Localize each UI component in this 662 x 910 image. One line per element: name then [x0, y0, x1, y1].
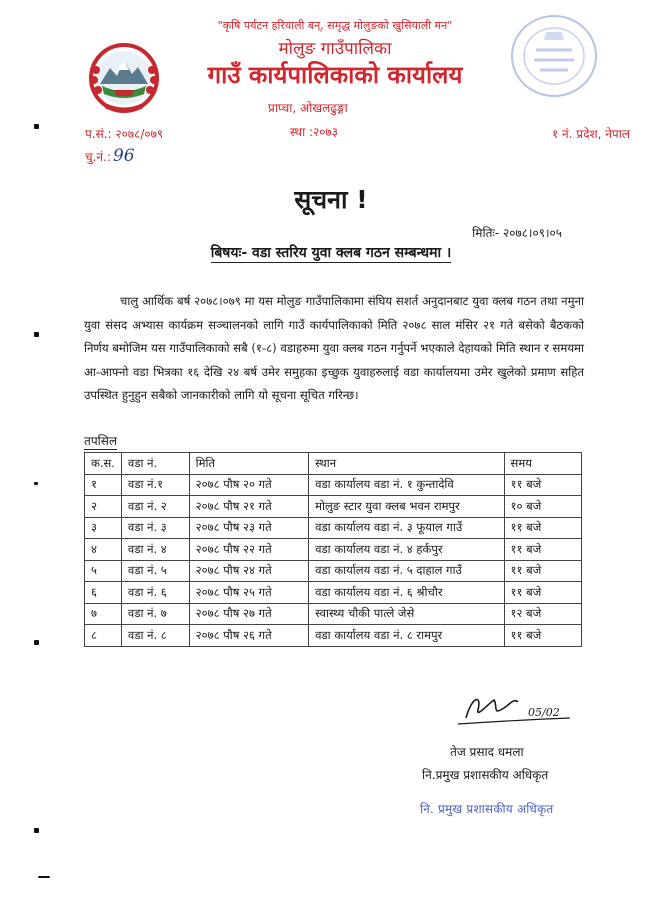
signatory-name: तेज प्रसाद धमला	[450, 745, 524, 759]
table-row	[85, 539, 582, 561]
header-serial: क.स.	[85, 453, 122, 475]
cell-time: ११ बजे	[504, 539, 581, 561]
cell-place: वडा कार्यालय वडा नं. ८ रामपुर	[309, 625, 504, 647]
chalani-label: चु.नं.:	[85, 150, 111, 164]
cell-time: ११ बजे	[504, 625, 581, 647]
letterhead-slogan: "कृषि पर्यटन हरियाली बन्, समृद्ध मोलुङको खुसियाली मन"	[217, 19, 453, 32]
reference-number: प.सं.: २०७८/०७९	[85, 127, 164, 141]
header-time: समय	[504, 453, 581, 475]
margin-mark	[38, 876, 50, 878]
cell-place: स्वास्थ्य चौकी पात्ले जेसे	[309, 603, 504, 625]
table-row	[85, 625, 582, 647]
cell-ward: वडा नं. ६	[121, 582, 189, 604]
chalani-handwritten-value: 96	[112, 146, 135, 166]
cell-place: वडा कार्यालय वडा नं. ४ हर्कपुर	[309, 539, 504, 561]
office-stamp-icon	[506, 10, 602, 102]
cell-serial: १	[85, 474, 122, 496]
handwritten-signature	[448, 686, 578, 730]
cell-date: २०७८ पौष २१ गते	[189, 496, 308, 518]
cell-serial: २	[85, 496, 122, 518]
header-date: मिति	[189, 453, 308, 475]
margin-mark	[34, 124, 39, 129]
schedule-table-body	[85, 474, 582, 646]
province-label: १ नं. प्रदेश, नेपाल	[551, 127, 630, 141]
cell-ward: वडा नं. ७	[121, 603, 189, 625]
cell-place: वडा कार्यालय वडा नं. ६ श्रीचौर	[309, 582, 504, 604]
header-place: स्थान	[309, 453, 504, 475]
chalani-number	[85, 146, 135, 166]
table-row	[85, 603, 582, 625]
notice-date: मितिः- २०७८।०९।०५	[472, 226, 562, 240]
office-name: गाउँ कार्यपालिकाको कार्यालय	[207, 61, 463, 89]
cell-place: वडा कार्यालय वडा नं. १ कुन्तादेवि	[309, 474, 504, 496]
notice-title: सूचना !	[294, 185, 368, 214]
subject-text: बिषयः- वडा स्तरिय युवा क्लब गठन सम्बन्धमा ।	[210, 245, 452, 261]
table-header-row	[85, 453, 582, 475]
cell-ward: वडा नं. ३	[121, 517, 189, 539]
margin-mark	[34, 482, 38, 485]
table-row	[85, 517, 582, 539]
cell-place: मोलुङ स्टार युवा क्लब भवन रामपुर	[309, 496, 504, 518]
table-row	[85, 582, 582, 604]
cell-serial: ३	[85, 517, 122, 539]
cell-date: २०७८ पौष २४ गते	[189, 560, 308, 582]
office-address: प्राप्चा, ओखलढुङ्गा	[268, 101, 348, 115]
table-row	[85, 474, 582, 496]
margin-mark	[34, 828, 39, 833]
notice-subject	[0, 243, 662, 262]
cell-serial: ७	[85, 603, 122, 625]
cell-ward: वडा नं. ८	[121, 625, 189, 647]
cell-date: २०७८ पौष २० गते	[189, 474, 308, 496]
cell-serial: ४	[85, 539, 122, 561]
cell-time: ११ बजे	[504, 560, 581, 582]
cell-time: ११ बजे	[504, 582, 581, 604]
cell-date: २०७८ पौष २५ गते	[189, 582, 308, 604]
signatory-title: नि.प्रमुख प्रशासकीय अधिकृत	[422, 768, 549, 782]
municipality-name: मोलुङ गाउँपालिका	[278, 39, 392, 59]
cell-time: १० बजे	[504, 496, 581, 518]
cell-ward: वडा नं. ४	[121, 539, 189, 561]
cell-serial: ८	[85, 625, 122, 647]
established-year: स्था :२०७३	[290, 125, 339, 139]
cell-date: २०७८ पौष २२ गते	[189, 539, 308, 561]
cell-place: वडा कार्यालय वडा नं. ५ दाहाल गाउँ	[309, 560, 504, 582]
cell-ward: वडा नं.१	[121, 474, 189, 496]
cell-date: २०७८ पौष २६ गते	[189, 625, 308, 647]
cell-time: ११ बजे	[504, 517, 581, 539]
margin-mark	[34, 332, 39, 337]
table-row	[85, 560, 582, 582]
cell-time: १२ बजे	[504, 603, 581, 625]
cell-date: २०७८ पौष २७ गते	[189, 603, 308, 625]
signature-date: 05/02	[528, 706, 560, 719]
cell-date: २०७८ पौष २३ गते	[189, 517, 308, 539]
margin-mark	[34, 640, 39, 645]
cell-serial: ५	[85, 560, 122, 582]
cell-ward: वडा नं. ५	[121, 560, 189, 582]
cell-ward: वडा नं. २	[121, 496, 189, 518]
table-row	[85, 496, 582, 518]
nepal-emblem-icon	[86, 40, 162, 116]
cell-time: ११ बजे	[504, 474, 581, 496]
schedule-table	[84, 452, 582, 647]
header-ward: वडा नं.	[121, 453, 189, 475]
signatory-stamp: नि. प्रमुख प्रशासकीय अधिकृत	[420, 802, 554, 816]
cell-serial: ६	[85, 582, 122, 604]
schedule-label: तपसिल	[84, 434, 118, 448]
cell-place: वडा कार्यालय वडा नं. ३ फूयाल गाउँ	[309, 517, 504, 539]
notice-body: चालु आर्थिक बर्ष २०७८।०७९ मा यस मोलुङ गाउँपालिकामा संघिय सशर्त अनुदानबाट युवा क्लब गठन तथा नमुना युवा संसद अभ्यास कार्यक्रम सञ्चालनको लागि गाउँ कार्यपालिकाको मिति २०७८ साल मंसिर २१ गते बसेको बैठकको निर्णय बमोजिम यस गाउँपालिकाको सबै (१-८) वडाहरुमा युवा क्लब गठन गर्नुपर्ने भएकाले देहायको मिति स्थान र समयमा आ-आफ्नो वडा भित्रका १६ देखि २४ बर्ष उमेर समुहका इच्छुक युवाहरुलाई वडा कार्यालयमा उमेर खुलेको प्रमाण सहित उपस्थित हुनुहुन सबैको जानकारीको लागि यो सूचना सूचित गरिन्छ।	[84, 294, 584, 402]
